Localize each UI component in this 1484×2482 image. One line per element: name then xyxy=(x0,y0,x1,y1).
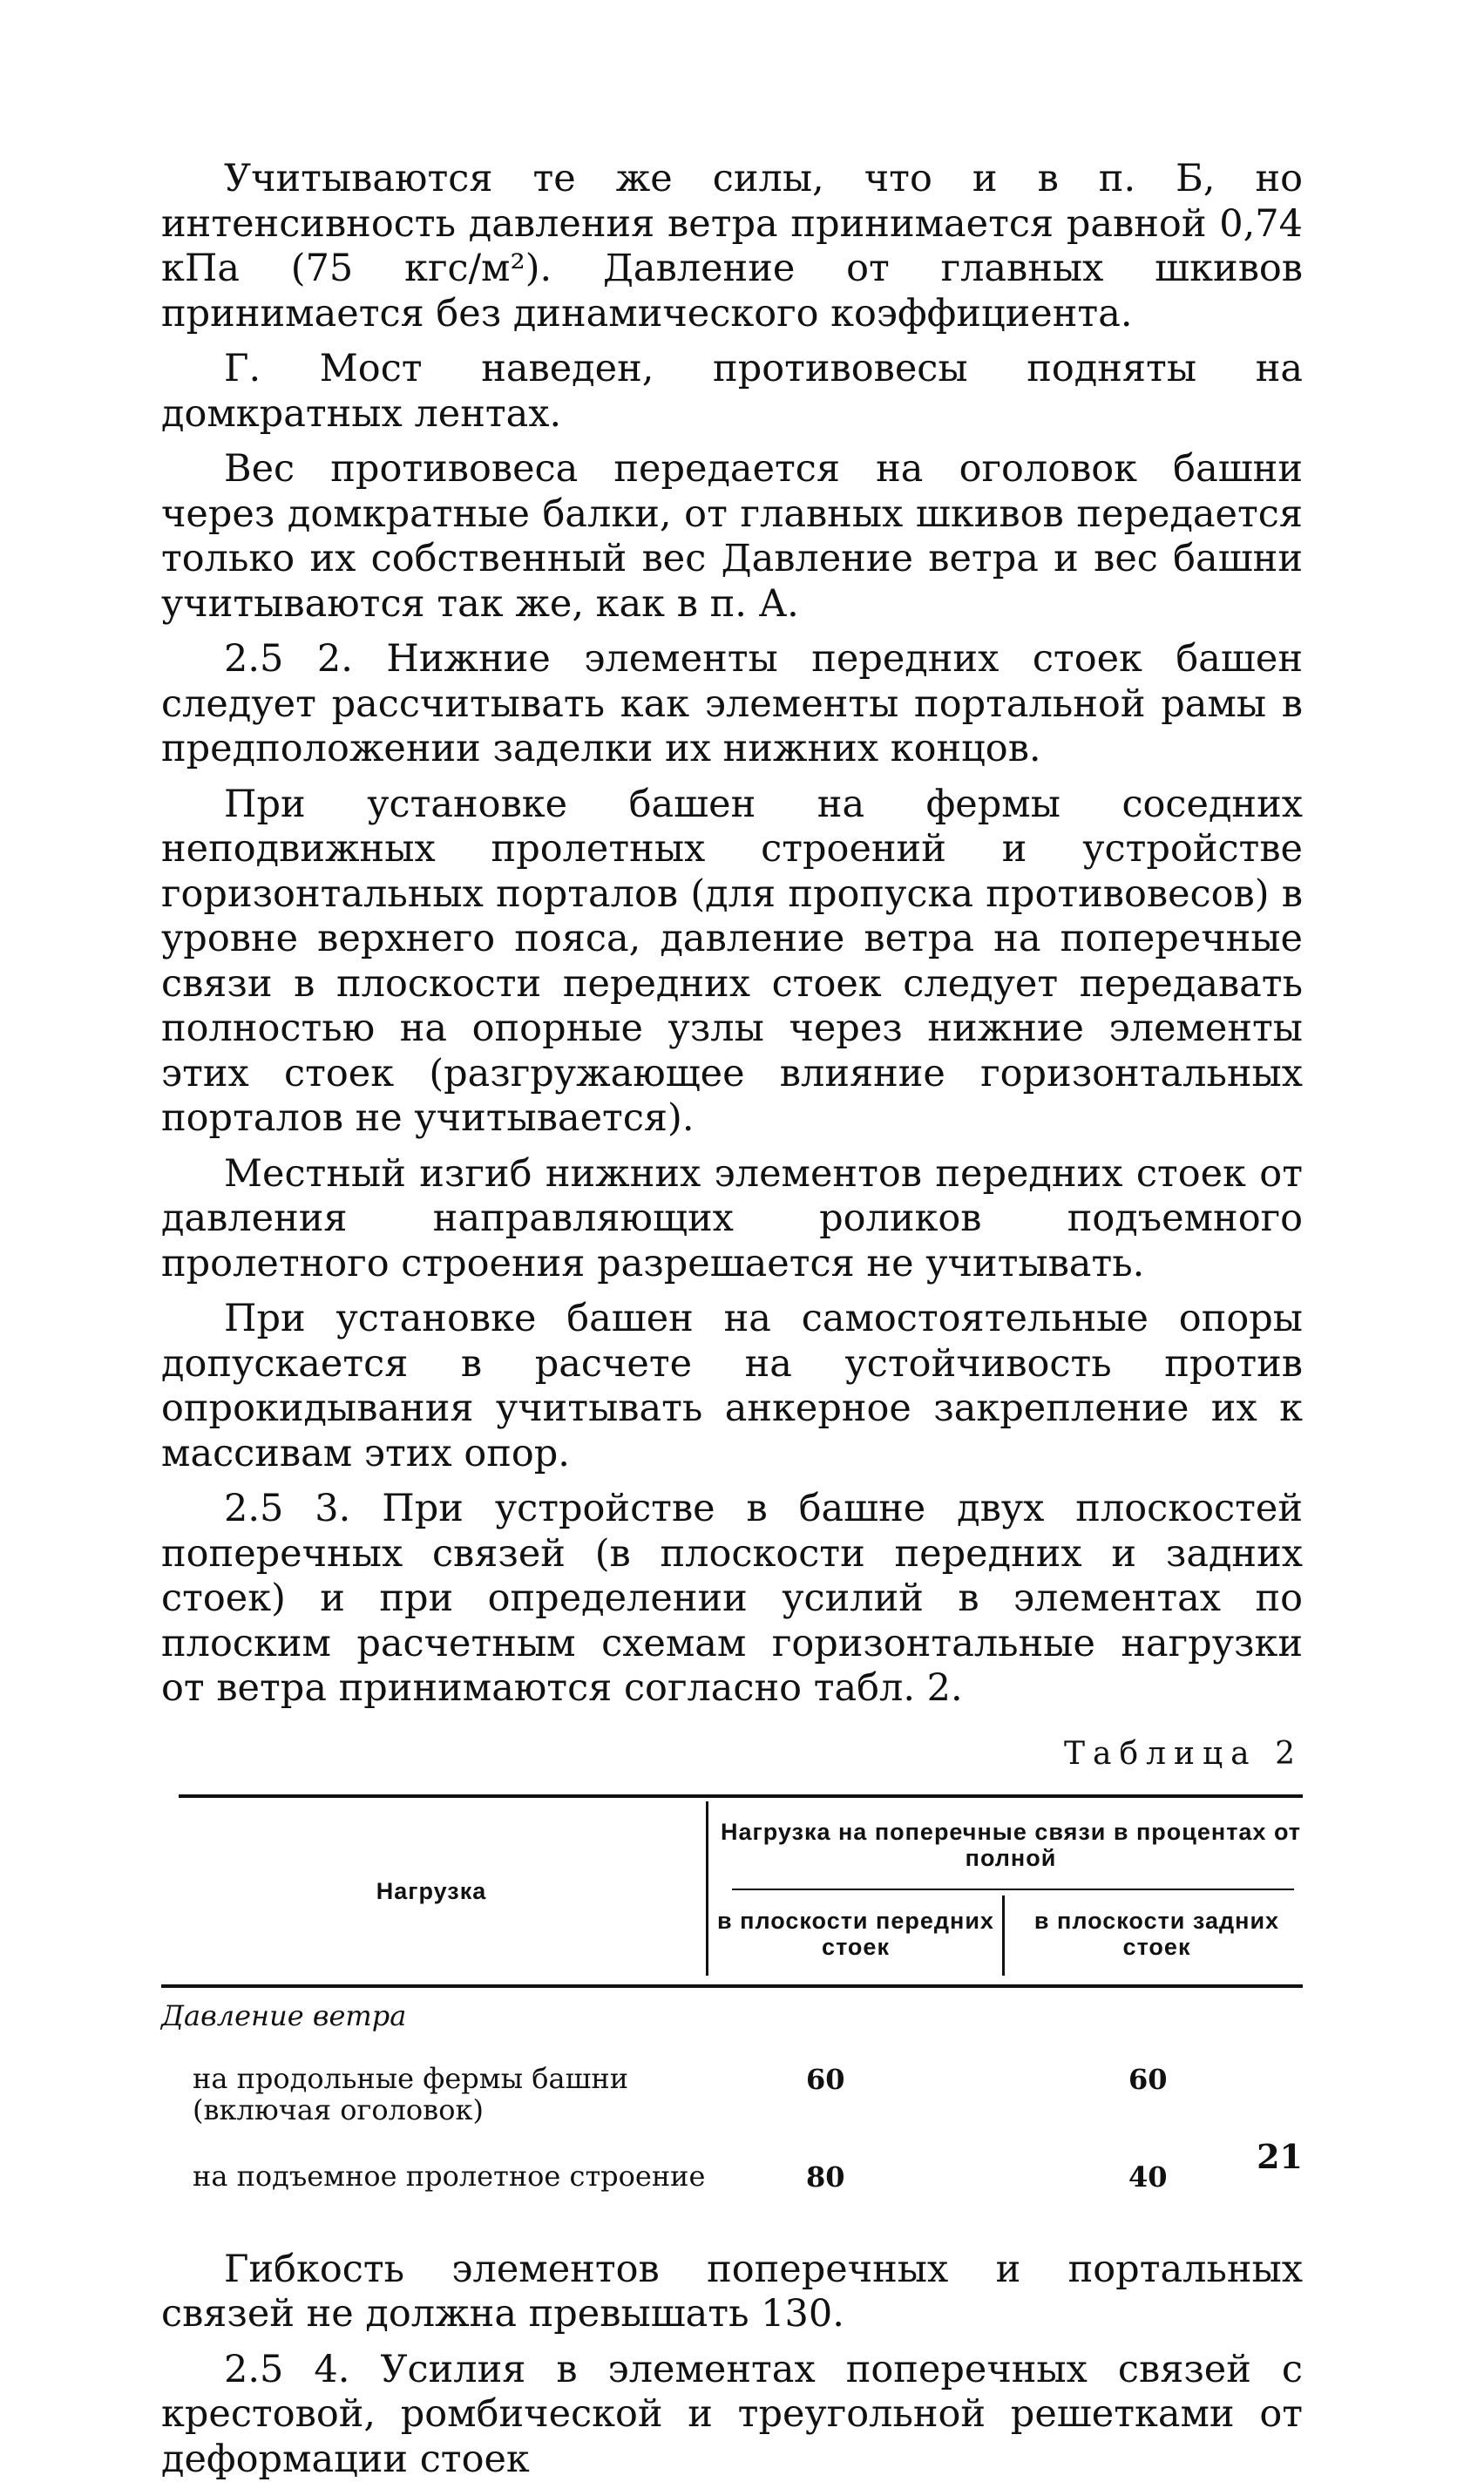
paragraph: При установке башен на самостоятельные опоры допускается в расчете на устойчивость против опрокидывания учитывать анкерное закрепление их к массивам этих опор. xyxy=(161,1297,1303,1476)
table-row-label: на подъемное пролетное строение xyxy=(193,2160,733,2192)
paragraph: Учитываются те же силы, что и в п. Б, но интенсивность давления ветра принимается равной 0,74 кПа (75 кгс/м²). Давление от главных шкивов принимается без динамического коэффициента. xyxy=(161,157,1303,336)
col-header-front: в плоскости передних стоек xyxy=(712,1908,999,1960)
table-row-label: на продольные фермы башни (включая оголовок) xyxy=(193,2063,715,2126)
table-top-rule xyxy=(179,1794,1303,1798)
table-cell-rear: 40 xyxy=(1128,2160,1168,2194)
page-number: 21 xyxy=(1257,2137,1303,2176)
paragraph: При установке башен на фермы соседних неподвижных пролетных строений и устройстве горизонтальных порталов (для пропуска противовесов) в уровне верхнего пояса, давление ветра на поперечные связи в плоскости передних стоек следует передавать полностью на опорные узлы через нижние элементы этих стоек (разгружающее влияние горизонтальных порталов не учитывается). xyxy=(161,783,1303,1142)
page-content xyxy=(161,157,1303,2482)
table-cell-front: 60 xyxy=(806,2063,845,2096)
paragraph: 2.5 2. Нижние элементы передних стоек башен следует рассчитывать как элементы портальной рамы в предположении заделки их нижних концов. xyxy=(161,637,1303,772)
table-cell-rear: 60 xyxy=(1128,2063,1168,2096)
table-divider xyxy=(1002,1895,1005,1976)
table-caption: Таблица 2 xyxy=(161,1736,1303,1772)
paragraph: Гибкость элементов поперечных и портальных связей не должна превышать 130. xyxy=(161,2248,1303,2337)
col-header-load: Нагрузка xyxy=(161,1878,701,1904)
row-group-label: Давление ветра xyxy=(161,2000,406,2031)
col-header-group: Нагрузка на поперечные связи в процентах от полной xyxy=(719,1819,1303,1871)
data-table xyxy=(161,1794,1303,2248)
paragraph: 2.5 3. При устройстве в башне двух плоскостей поперечных связей (в плоскости передних и задних стоек) и при определении усилий в элементах по плоским расчетным схемам горизонтальные нагрузки от ветра принимаются согласно табл. 2. xyxy=(161,1487,1303,1712)
paragraph: Местный изгиб нижних элементов передних стоек от давления направляющих роликов подъемного пролетного строения разрешается не учитывать. xyxy=(161,1152,1303,1287)
table-cell-front: 80 xyxy=(806,2160,845,2194)
paragraph: Вес противовеса передается на оголовок башни через домкратные балки, от главных шкивов передается только их собственный вес Давление ветра и вес башни учитываются так же, как в п. А. xyxy=(161,447,1303,627)
paragraph: 2.5 4. Усилия в элементах поперечных связей с крестовой, ромбической и треугольной решетками от деформации стоек xyxy=(161,2348,1303,2482)
col-header-rear: в плоскости задних стоек xyxy=(1011,1908,1303,1960)
table-header-rule xyxy=(161,1984,1303,1988)
table-subheader-rule xyxy=(732,1889,1294,1890)
paragraph: Г. Мост наведен, противовесы подняты на домкратных лентах. xyxy=(161,347,1303,437)
table-divider xyxy=(706,1801,708,1976)
